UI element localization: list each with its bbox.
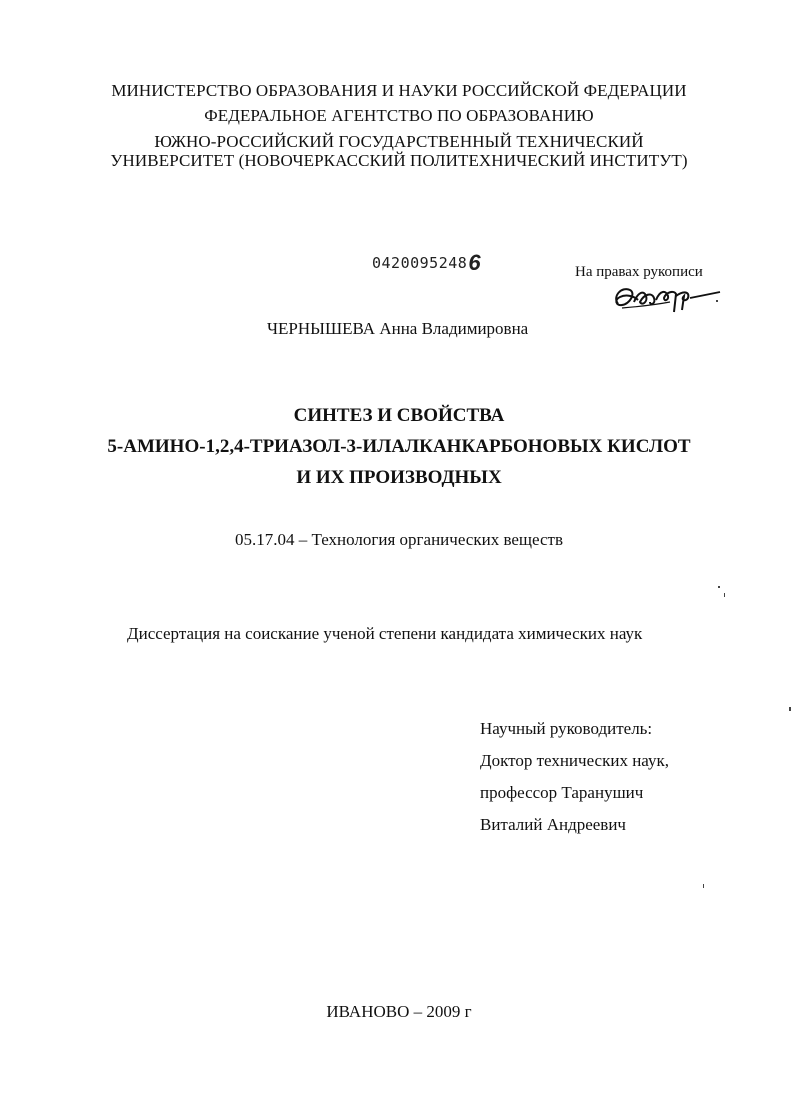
supervisor-label: Научный руководитель: bbox=[480, 719, 653, 738]
registry-number bbox=[372, 250, 482, 275]
scan-speck bbox=[716, 300, 718, 302]
scan-speck bbox=[703, 884, 704, 888]
scan-speck bbox=[718, 586, 720, 588]
ministry-heading: МИНИСТЕРСТВО ОБРАЗОВАНИЯ И НАУКИ РОССИЙСКОЙ ФЕДЕРАЦИИ bbox=[111, 81, 687, 100]
place-year: ИВАНОВО – 2009 г bbox=[326, 1002, 472, 1021]
supervisor-rank-name: профессор Таранушич bbox=[480, 783, 644, 802]
university-heading-line2: УНИВЕРСИТЕТ (НОВОЧЕРКАССКИЙ ПОЛИТЕХНИЧЕСКИЙ ИНСТИТУТ) bbox=[110, 151, 688, 170]
supervisor-patronymic: Виталий Андреевич bbox=[480, 815, 626, 834]
manuscript-rights-note: На правах рукописи bbox=[575, 264, 703, 280]
dissertation-title-line2: 5-АМИНО-1,2,4-ТРИАЗОЛ-3-ИЛАЛКАНКАРБОНОВЫХ КИСЛОТ bbox=[107, 436, 691, 457]
registry-number-digit: 8 bbox=[457, 254, 468, 272]
university-heading-line1: ЮЖНО-РОССИЙСКИЙ ГОСУДАРСТВЕННЫЙ ТЕХНИЧЕСКИЙ bbox=[154, 132, 644, 151]
scan-speck bbox=[724, 593, 725, 597]
specialty-code: 05.17.04 – Технология органических веществ bbox=[235, 530, 563, 549]
scan-speck bbox=[789, 707, 791, 711]
dissertation-title-line1: СИНТЕЗ И СВОЙСТВА bbox=[293, 405, 505, 426]
agency-heading: ФЕДЕРАЛЬНОЕ АГЕНТСТВО ПО ОБРАЗОВАНИЮ bbox=[204, 106, 594, 125]
author-name: ЧЕРНЫШЕВА Анна Владимировна bbox=[267, 319, 529, 338]
registry-number-handwritten-suffix: 6 bbox=[468, 250, 482, 275]
registry-number-printed: 042009524 bbox=[372, 254, 458, 272]
dissertation-title-line3: И ИХ ПРОИЗВОДНЫХ bbox=[296, 467, 502, 488]
degree-statement: Диссертация на соискание ученой степени кандидата химических наук bbox=[127, 624, 643, 643]
supervisor-degree: Доктор технических наук, bbox=[480, 751, 669, 770]
author-signature-icon bbox=[604, 278, 734, 318]
